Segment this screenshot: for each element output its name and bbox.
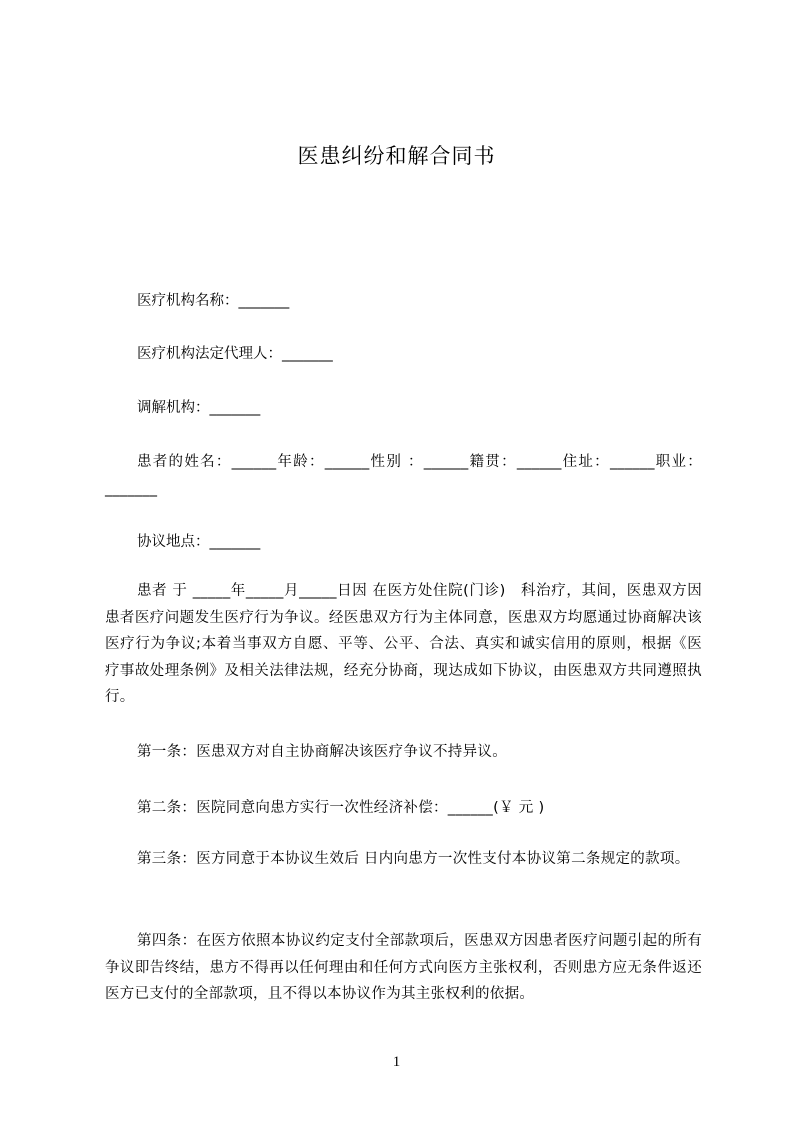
legal-representative-field: 医疗机构法定代理人：_______ bbox=[137, 346, 333, 362]
patient-info-field: 患者的姓名：______年龄：______性别 ：______籍贯：______住址：______职业：_______ bbox=[105, 454, 702, 497]
institution-name-field: 医疗机构名称：_______ bbox=[137, 293, 290, 309]
page-number: 1 bbox=[392, 1054, 401, 1070]
article-1: 第一条：医患双方对自主协商解决该医疗争议不持异议。 bbox=[137, 744, 507, 760]
article-4: 第四条：在医方依照本协议约定支付全部款项后，医患双方因患者医疗问题引起的所有争议即告终结，患方不得再以任何理由和任何方式向医方主张权利，否则患方应无条件返还医方已支付的全部款项，且不得以本协议作为其主张权利的依据。 bbox=[105, 933, 702, 1002]
mediation-agency-field: 调解机构：_______ bbox=[137, 400, 261, 416]
intro-paragraph: 患者 于 _____年_____月_____日因 在医方处住院(门诊) 科治疗，其间，医患双方因患者医疗问题发生医疗行为争议。经医患双方行为主体同意，医患双方均愿通过协商解决该医疗行为争议;本着当事双方自愿、平等、公平、合法、真实和诚实信用的原则，根据《医疗事故处理条例》及相关法律法规，经充分协商，现达成如下协议，由医患双方共同遵照执行。 bbox=[105, 583, 702, 705]
document-title: 医患纠纷和解合同书 bbox=[297, 144, 496, 168]
article-3: 第三条：医方同意于本协议生效后 日内向患方一次性支付本协议第二条规定的款项。 bbox=[137, 851, 690, 867]
agreement-location-field: 协议地点：_______ bbox=[137, 534, 261, 550]
article-2: 第二条：医院同意向患方实行一次性经济补偿：______(￥ 元 ) bbox=[137, 800, 545, 816]
